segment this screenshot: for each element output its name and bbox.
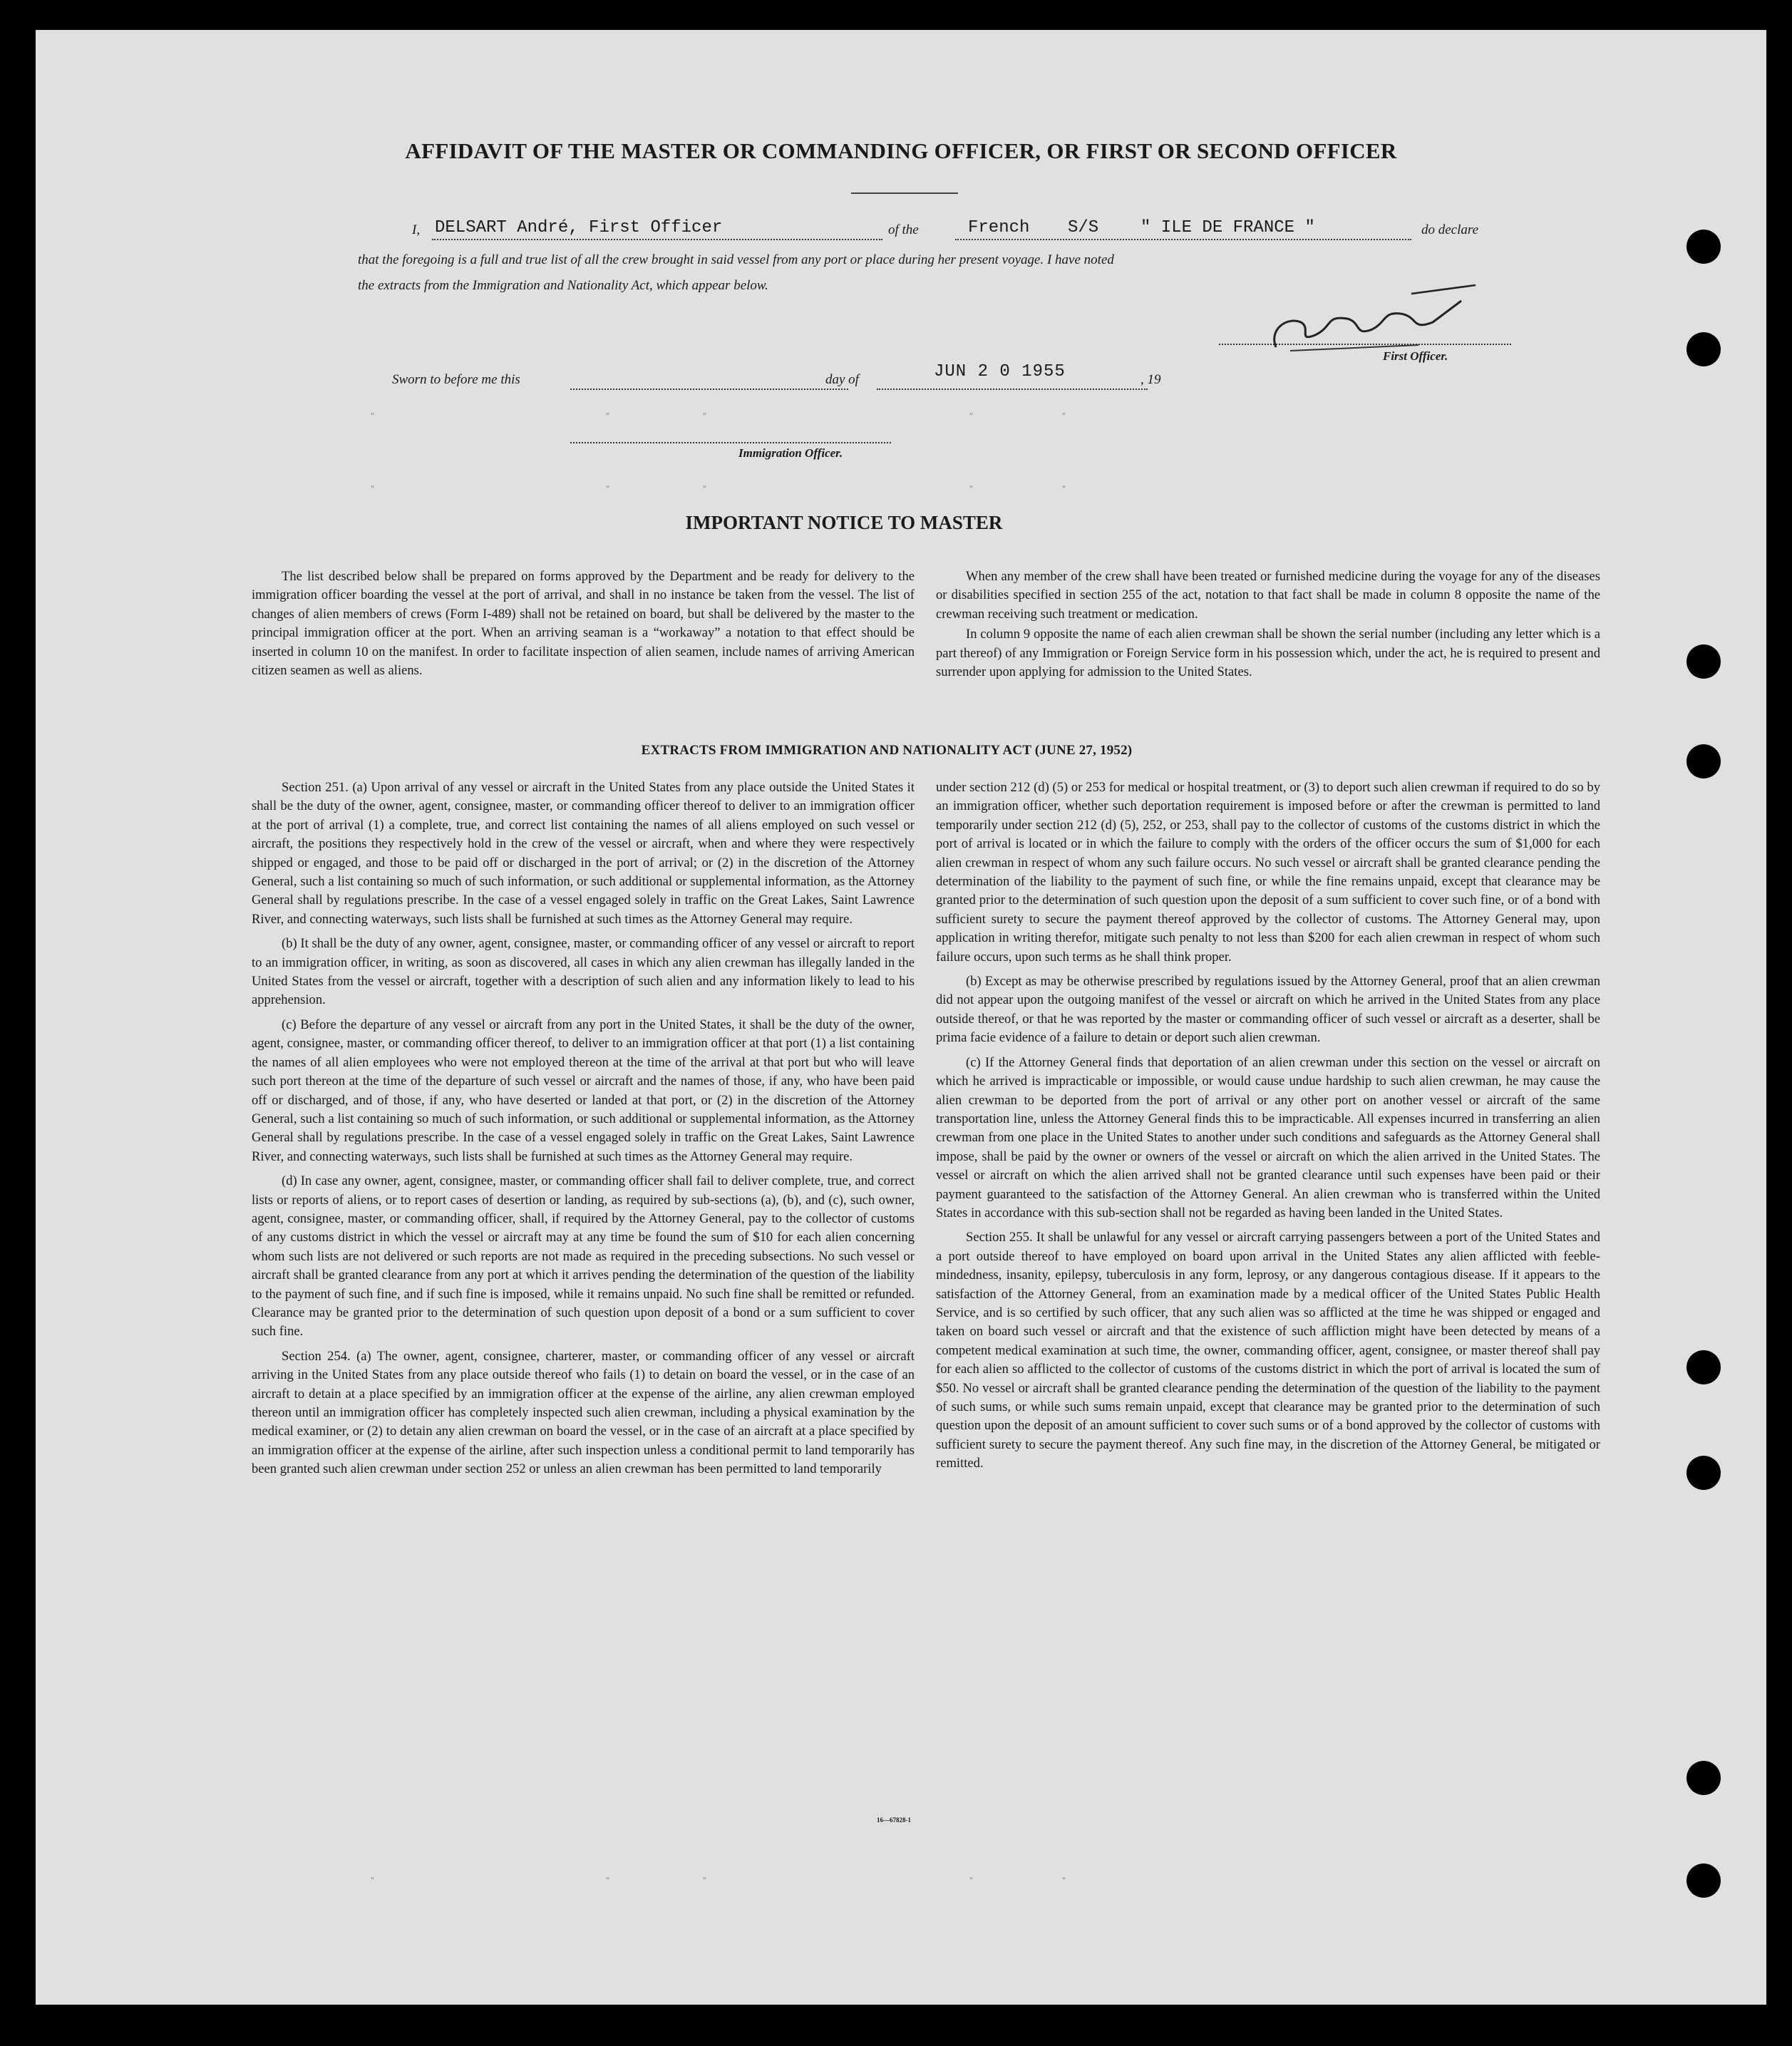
form-code: 16—67828-1 [877,1816,911,1824]
section-paragraph: (b) Except as may be otherwise prescribed by regulations issued by the Attorney General, proof that an alien crewman did not appear upon the outgoing manifest of the vessel or aircraft on which he arrived in the United States from any place outside thereof, or that he was reported by the master or commanding officer of such vessel or aircraft as a deserter, shall be prima facie evidence of a failure to detain or deport such alien crewman. [936,974,1600,1046]
section-paragraph: (c) If the Attorney General finds that deportation of an alien crewman under this section on the vessel or aircraft on which he arrived is impracticable or impossible, or would cause undue hardship to such alien crewman, he may cause the alien crewman to be deported from the port of arrival or any other port on another vessel or aircraft of the same transportation line, unless the Attorney General finds this to be impracticable. All expenses incurred in transferring an alien crewman from one place in the United States to another under such conditions and safeguards as the Attorney General shall impose, shall be paid by the owner or owners of the vessel or aircraft on which the alien arrived in the United States. The vessel or aircraft on which the alien arrived shall not be granted clearance until such expenses have been paid or their payment guaranteed to the satisfaction of the Attorney General. An alien crewman who is transferred within the United States in accordance with this sub-section shall not be regarded as having been landed in the United States. [936,1054,1600,1220]
vessel-name: " ILE DE FRANCE " [1140,218,1315,237]
declaration-of-the: of the [888,222,919,237]
section-paragraph: Section 251. (a) Upon arrival of any vessel or aircraft in the United States from any place outside the United States it shall be the duty of the owner, agent, consignee, master, or commanding officer thereof to deliver to an immigration officer at the port of arrival (1) a complete, true, and correct list containing the names of all aliens employed on such vessel or aircraft, the positions they respectively hold in the crew of the vessel or aircraft, when and where they were respectively shipped or engaged, and those to be paid off or discharged in the port of arrival; or (2) in the discretion of the Attorney General, such a list containing so much of such information, or such additional or supplemental information, as the Attorney General shall by regulations prescribe. In the case of a vessel engaged solely in traffic on the Great Lakes, Saint Lawrence River, and connecting waterways, such lists shall be furnished at such times as the Attorney General may require. [252,780,915,927]
notice-paragraph: When any member of the crew shall have been treated or furnished medicine during the voyage for any of the diseases or disabilities specified in section 255 of the act, notation to that fact shall be made in column 8 opposite the name of the crewman receiving such treatment or medication. [936,569,1600,622]
notice-right-column [936,567,1600,687]
declaration-line-3: the extracts from the Immigration and Nationality Act, which appear below. [358,278,768,293]
notice-left-column [252,567,915,686]
date-stamp: JUN 2 0 1955 [934,362,1066,381]
affidavit-title: AFFIDAVIT OF THE MASTER OR COMMANDING OFFICER, OR FIRST OR SECOND OFFICER [405,138,1397,163]
sworn-day-of: day of [825,372,859,387]
immigration-officer-line [570,442,891,443]
sworn-day-line [570,389,848,390]
punch-hole [1687,1350,1721,1384]
name-line [432,239,882,240]
notice-paragraph: In column 9 opposite the name of each alien crewman shall be shown the serial number (including any letter which is a part thereof) of any Immigration or Foreign Service form in his possession which, under the act, he is required to present and surrender upon applying for admission to the United States. [936,627,1600,680]
punch-hole [1687,1456,1721,1490]
signature-caption: First Officer. [1383,349,1448,363]
extracts-right-column [936,778,1600,1479]
signature-line [1219,344,1511,345]
sworn-month-line [877,389,1148,390]
vessel-type: S/S [1068,218,1099,237]
section-paragraph: (d) In case any owner, agent, consignee, master, or commanding officer shall fail to deliver complete, true, and correct lists or reports of aliens, or to report cases of desertion or landing, as required by sub-sections (a), (b), and (c), such owner, agent, consignee, master, or commanding officer, shall, if required by the Attorney General, pay to the collector of customs of any customs district in which the vessel or aircraft may at any time be found the sum of $10 for each alien concerning whom such lists are not delivered or such reports are not made as required in the preceding subsections. No such vessel or aircraft shall be granted clearance from any port at which it arrives pending the determination of the question of the liability to the payment of such fine, and if such fine is imposed, while it remains unpaid. No such fine shall be remitted or refunded. Clearance may be granted prior to the determination of such question upon deposit of a bond or a sum sufficient to cover such fine. [252,1173,915,1340]
officer-signature [1247,279,1483,358]
punch-hole [1687,230,1721,264]
notice-paragraph: The list described below shall be prepared on forms approved by the Department and be ready for delivery to the immigration officer boarding the vessel at the port of arrival, and shall in no instance be taken from the vessel. The list of changes of alien members of crews (Form I-489) shall not be retained on board, but shall be delivered by the master to the principal immigration officer at the port. When an arriving seaman is a “workaway” a notation to that effect should be inserted in column 10 on the manifest. In order to facilitate inspection of alien seamen, include names of arriving American citizen seamen as well as aliens. [252,569,915,679]
section-paragraph: (c) Before the departure of any vessel or aircraft from any port in the United States, it shall be the duty of the owner, agent, consignee, master, or commanding officer thereof, to deliver to an immigration officer at that port (1) a list containing the names of all alien employees who were not employed thereon at the time of the arrival at that port but who will leave such port thereon at the time of the departure of such vessel or aircraft and the names of those, if any, who have been paid off or discharged, and of those, if any, who have deserted or landed at that port, or (2) in the discretion of the Attorney General, such a list containing so much of such information, or such additional or supplemental information, as the Attorney General shall by regulations prescribe. In the case of a vessel engaged solely in traffic on the Great Lakes, Saint Lawrence River, and connecting waterways, such lists shall be furnished at such times as the Attorney General may require. [252,1017,915,1164]
notice-title: IMPORTANT NOTICE TO MASTER [685,512,1003,533]
sworn-year-prefix: , 19 [1140,372,1161,387]
document-page: AFFIDAVIT OF THE MASTER OR COMMANDING OFFICER, OR FIRST OR SECOND OFFICER I, DELSART André, First Officer of the French S/S " ILE DE FRANCE " do declare that the foregoing is a full and true list of all the crew brought in said vessel from any port or place during her present voyage. I have noted the extracts from the Immigration and Nationality Act, which appear below. First Officer. Sworn to before me this day of JUN 2 0 1955 , 19 Immigration Officer. " " " " " " " " " " " " " " " IMPORTANT NOTICE TO MASTER The list described below shall be prepared on forms approved by the Department and be ready for delivery to the immigration officer boarding the vessel at the port of arrival, and shall in no instance be taken from the vessel. The list of changes of alien members of crews (Form I-489) shall not be retained on board, but shall be delivered by the master to the principal immigration officer at the port. When an arriving seaman is a “workaway” a notation to that effect should be inserted in column 10 on the manifest. In order to facilitate inspection of alien seamen, include names of arriving American citizen seamen as well as aliens. When any member of the crew shall have been treated or furnished medicine during the voyage for any of the diseases or disabilities specified in section 255 of the act, notation to that fact shall be made in column 8 opposite the name of the crewman receiving such treatment or medication. In column 9 opposite the name of each alien crewman shall be shown the serial number (including any letter which is a part thereof) of any Immigration or Foreign Service form in his possession which, under the act, he is required to present and surrender upon applying for admission to the United States. EXTRACTS FROM IMMIGRATION AND NATIONALITY ACT (JUNE 27, 1952) Section 251. (a) Upon arrival of any vessel or aircraft in the United States from any place outside the United States it shall be the duty of the owner, agent, consignee, master, or commanding officer thereof to deliver to an immigration officer at the port of arrival (1) a complete, true, and correct list containing the names of all aliens employed on such vessel or aircraft, the positions they respectively hold in the crew of the vessel or aircraft, when and where they were respectively shipped or engaged, and those to be paid off or discharged in the port of arrival; or (2) in the discretion of the Attorney General, such a list containing so much of such information, or such additional or supplemental information, as the Attorney General shall by regulations prescribe. In the case of a vessel engaged solely in traffic on the Great Lakes, Saint Lawrence River, and connecting waterways, such lists shall be furnished at such times as the Attorney General may require. (b) It shall be the duty of any owner, agent, consignee, master, or commanding officer of any vessel or aircraft to report to an immigration officer, in writing, as soon as discovered, all cases in which any alien crewman has illegally landed in the United States from the vessel or aircraft, together with a description of such alien and any information likely to lead to his apprehension. (c) Before the departure of any vessel or aircraft from any port in the United States, it shall be the duty of the owner, agent, consignee, master, or commanding officer thereof, to deliver to an immigration officer at that port (1) a list containing the names of all alien employees who were not employed thereon at the time of the arrival at that port but who will leave such port thereon at the time of the departure of such vessel or aircraft and the names of those, if any, who have been paid off or discharged, and of those, if any, who have deserted or landed at that port, or (2) in the discretion of the Attorney General, such a list containing so much of such information, or such additional or supplemental information, as the Attorney General shall by regulations prescribe. In the case of a vessel engaged solely in traffic on the Great Lakes, Saint Lawrence River, and connecting waterways, such lists shall be furnished at such times as the Attorney General may require. (d) In case any owner, agent, consignee, master, or commanding officer shall fail to deliver complete, true, and correct lists or reports of aliens, or to report cases of desertion or landing, as required by sub-sections (a), (b), and (c), such owner, agent, consignee, master, or commanding officer, shall, if required by the Attorney General, pay to the collector of customs of any customs district in which the vessel or aircraft may at any time be found the sum of $10 for each alien concerning whom such lists are not delivered or such reports are not made as required in the preceding subsections. No such vessel or aircraft shall be granted clearance from any port at which it arrives pending the determination of the question of the liability to the payment of such fine, and if such fine is imposed, while it remains unpaid. No such fine shall be remitted or refunded. Clearance may be granted prior to the determination of such question upon deposit of a bond or a sum sufficient to cover such fine. Section 254. (a) The owner, agent, consignee, charterer, master, or commanding officer of any vessel or aircraft arriving in the United States from any place outside thereof who fails (1) to detain on board the vessel, or in the case of an aircraft to detain at a place specified by an immigration officer at the expense of the airline, any alien crewman employed thereon until an immigration officer has completely inspected such alien crewman, including a physical examination by the medical examiner, or (2) to detain any alien crewman on board the vessel, or in the case of an aircraft at a place specified by an immigration officer at the expense of the airline, after such inspection unless a conditional permit to land temporarily has been granted such alien crewman under section 252 or unless an alien crewman has been permitted to land temporarily under section 212 (d) (5) or 253 for medical or hospital treatment, or (3) to deport such alien crewman if required to do so by an immigration officer, whether such deportation requirement is imposed before or after the crewman is permitted to land temporarily under section 212 (d) (5), 252, or 253, shall pay to the collector of customs of the customs district in which the port of arrival is located or in which the failure to comply with the orders of the officer occurs the sum of $1,000 for each alien crewman in respect of whom any such failure occurs. No such vessel or aircraft shall be granted clearance pending the determination of the liability to the payment of such fine, or while the fine remains unpaid, except that clearance may be granted prior to the determination of such question upon the deposit of a sum sufficient to cover such fine, or of a bond with sufficient surety to secure the payment thereof approved by the collector of customs. The Attorney General may, upon application in writing therefor, mitigate such penalty to not less than $200 for each alien crewman in respect of whom such failure occurs, upon such terms as he shall think proper. (b) Except as may be otherwise prescribed by regulations issued by the Attorney General, proof that an alien crewman did not appear upon the outgoing manifest of the vessel or aircraft on which he arrived in the United States from any place outside thereof, or that he was reported by the master or commanding officer of such vessel or aircraft as a deserter, shall be prima facie evidence of a failure to detain or deport such alien crewman. (c) If the Attorney General finds that deportation of an alien crewman under this section on the vessel or aircraft on which he arrived is impracticable or impossible, or would cause undue hardship to such alien crewman, he may cause the alien crewman to be deported from the port of arrival or any other port on another vessel or aircraft of the same transportation line, unless the Attorney General finds this to be impracticable. All expenses incurred in transferring an alien crewman from one place in the United States to another under such conditions and safeguards as the Attorney General shall impose, shall be paid by the owner or owners of the vessel or aircraft on which the alien arrived in the United States. The vessel or aircraft on which the alien arrived shall not be granted clearance until such expenses have been paid or their payment guaranteed to the satisfaction of the Attorney General. An alien crewman who is transferred within the United States in accordance with this sub-section shall not be regarded as having been landed in the United States. Section 255. It shall be unlawful for any vessel or aircraft carrying passengers between a port of the United States and a port outside thereof to have employed on board upon arrival in the United States any alien afflicted with feeble-mindedness, insanity, epilepsy, tuberculosis in any form, leprosy, or any dangerous contagious disease. If it appears to the satisfaction of the Attorney General, from an examination made by a medical officer of the United States Public Health Service, and is so certified by such officer, that any such alien was so afflicted at the time he was shipped or engaged and taken on board such vessel or aircraft and that the existence of such affliction might have been detected by means of a competent medical examination at such time, the owner, commanding officer, agent, consignee, or master thereof shall pay for each alien so afflicted to the collector of customs of the customs district in which the port of arrival is located the sum of $50. No vessel or aircraft shall be granted clearance pending the determination of the question of the liability to the payment of such sums, or while such sums remain unpaid, except that clearance may be granted prior to the determination of such question upon the deposit of an amount sufficient to cover such sums or of a bond approved by the collector of customs with sufficient surety to secure the payment thereof. Any such fine may, in the discretion of the Attorney General, be mitigated or remitted. 16—67828-1 [36,30,1766,2005]
declaration-line-2: that the foregoing is a full and true list of all the crew brought in said vessel from any port or place during her present voyage. I have noted [358,252,1114,267]
punch-hole [1687,1761,1721,1795]
vessel-nationality: French [968,218,1030,237]
punch-hole [1687,1863,1721,1898]
section-paragraph: Section 254. (a) The owner, agent, consignee, charterer, master, or commanding officer of any vessel or aircraft arriving in the United States from any place outside thereof who fails (1) to detain on board the vessel, or in the case of an aircraft to detain at a place specified by an immigration officer at the expense of the airline, any alien crewman employed thereon until an immigration officer has completely inspected such alien crewman, including a physical examination by the medical examiner, or (2) to detain any alien crewman on board the vessel, or in the case of an aircraft at a place specified by an immigration officer at the expense of the airline, after such inspection unless a conditional permit to land temporarily has been granted such alien crewman under section 252 or unless an alien crewman has been permitted to land temporarily [252,1348,915,1477]
officer-name: DELSART André, First Officer [435,218,723,237]
section-paragraph: under section 212 (d) (5) or 253 for medical or hospital treatment, or (3) to deport such alien crewman if required to do so by an immigration officer, whether such deportation requirement is imposed before or after the crewman is permitted to land temporarily under section 212 (d) (5), 252, or 253, shall pay to the collector of customs of the customs district in which the port of arrival is located or in which the failure to comply with the orders of the officer occurs the sum of $1,000 for each alien crewman in respect of whom any such failure occurs. No such vessel or aircraft shall be granted clearance pending the determination of the liability to the payment of such fine, or while the fine remains unpaid, except that clearance may be granted prior to the determination of such question upon the deposit of a sum sufficient to cover such fine, or of a bond with sufficient surety to secure the payment thereof approved by the collector of customs. The Attorney General may, upon application in writing therefor, mitigate such penalty to not less than $200 for each alien crewman in respect of whom such failure occurs, upon such terms as he shall think proper. [936,780,1600,965]
immigration-officer-caption: Immigration Officer. [738,446,843,460]
punch-hole [1687,644,1721,679]
declaration-do-declare: do declare [1421,222,1479,237]
title-divider [851,192,958,194]
declaration-i: I, [412,222,421,237]
sworn-label: Sworn to before me this [392,372,520,387]
punch-hole [1687,332,1721,366]
section-paragraph: Section 255. It shall be unlawful for any vessel or aircraft carrying passengers between a port of the United States and a port outside thereof to have employed on board upon arrival in the United States any alien afflicted with feeble-mindedness, insanity, epilepsy, tuberculosis in any form, leprosy, or any dangerous contagious disease. If it appears to the satisfaction of the Attorney General, from an examination made by a medical officer of the United States Public Health Service, and is so certified by such officer, that any such alien was so afflicted at the time he was shipped or engaged and taken on board such vessel or aircraft and that the existence of such affliction might have been detected by means of a competent medical examination at such time, the owner, commanding officer, agent, consignee, or master thereof shall pay for each alien so afflicted to the collector of customs of the customs district in which the port of arrival is located the sum of $50. No vessel or aircraft shall be granted clearance pending the determination of the question of the liability to the payment of such sums, or while such sums remain unpaid, except that clearance may be granted prior to the determination of such question upon the deposit of an amount sufficient to cover such sums or of a bond approved by the collector of customs with sufficient surety to secure the payment thereof. Any such fine may, in the discretion of the Attorney General, be mitigated or remitted. [936,1230,1600,1471]
extracts-left-column [252,778,915,1485]
vessel-line [955,239,1411,240]
section-paragraph: (b) It shall be the duty of any owner, agent, consignee, master, or commanding officer of any vessel or aircraft to report to an immigration officer, in writing, as soon as discovered, all cases in which any alien crewman has illegally landed in the United States from the vessel or aircraft, together with a description of such alien and any information likely to lead to his apprehension. [252,936,915,1008]
extracts-title: EXTRACTS FROM IMMIGRATION AND NATIONALITY ACT (JUNE 27, 1952) [641,743,1133,758]
